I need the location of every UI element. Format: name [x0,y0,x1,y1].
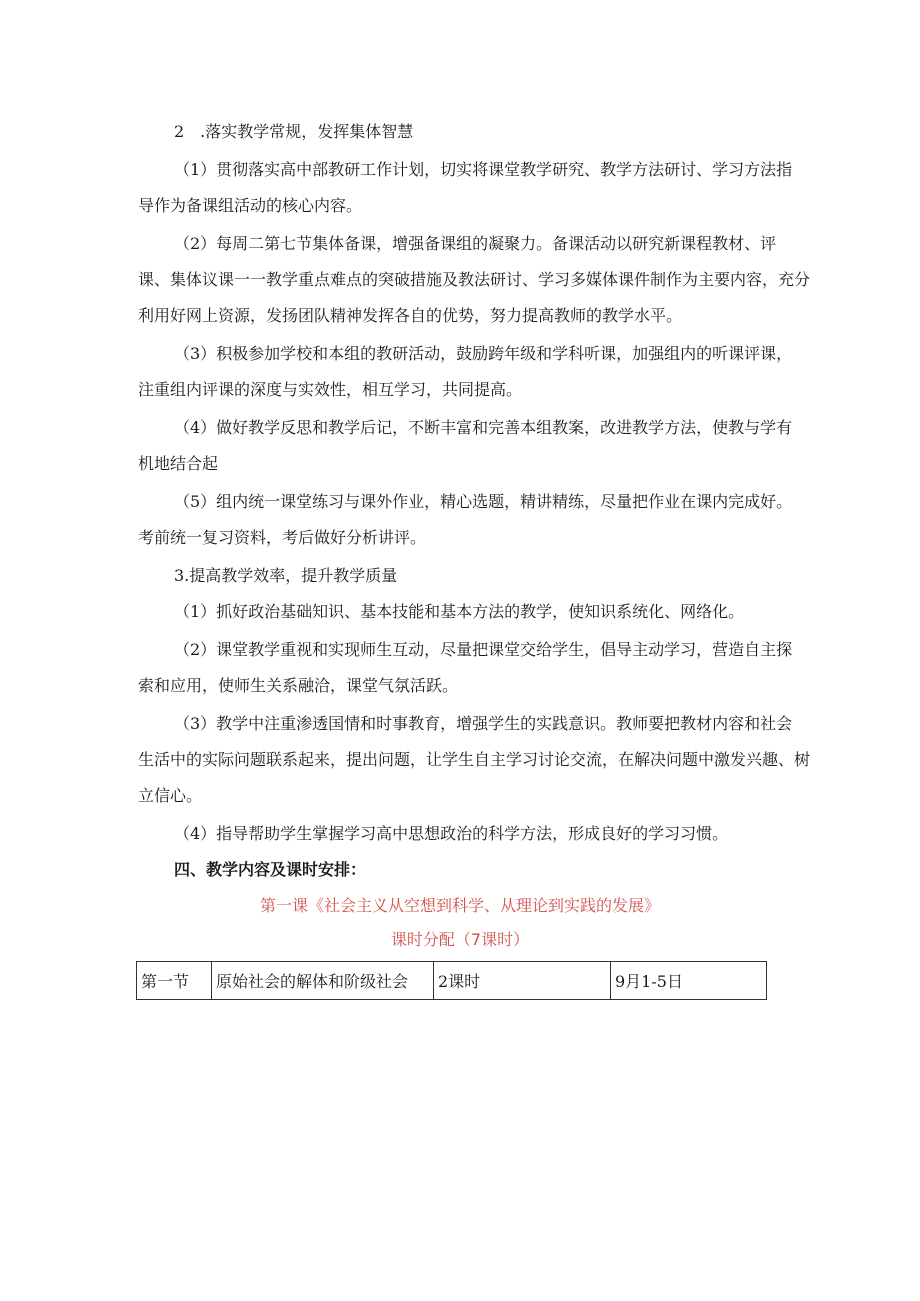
schedule-table [136,961,767,1000]
lesson-title: 第一课《社会主义从空想到科学、从理论到实践的发展》 [259,896,660,915]
s3-item-3-line-3: 立信心。 [138,786,203,805]
s3-item-3-line-2: 生活中的实际问题联系起来，提出问题，让学生自主学习讨论交流，在解决问题中激发兴趣、树 [138,750,811,769]
s2-item-5-line-2: 考前统一复习资料，考后做好分析讲评。 [138,528,427,547]
table-cell-topic: 原始社会的解体和阶级社会 [212,962,434,1000]
s3-item-2-line-1: （2）课堂教学重视和实现师生互动，尽量把课堂交给学生，倡导主动学习，营造自主探 [174,640,793,659]
s2-item-2-line-2: 课、集体议课一一教学重点难点的突破措施及教法研讨、学习多媒体课件制作为主要内容，充分 [138,270,811,289]
s2-item-5-line-1: （5）组内统一课堂练习与课外作业，精心选题，精讲精练，尽量把作业在课内完成好。 [174,492,793,511]
section-2-heading: 2 .落实教学常规，发挥集体智慧 [174,122,414,141]
table-row [137,962,767,1000]
s2-item-3-line-2: 注重组内评课的深度与实效性，相互学习，共同提高。 [138,380,523,399]
table-cell-dates: 9月1-5日 [611,962,767,1000]
s2-item-2-line-1: （2）每周二第七节集体备课，增强备课组的凝聚力。备课活动以研究新课程教材、评 [174,234,777,253]
s3-item-4-line-1: （4）指导帮助学生掌握学习高中思想政治的科学方法，形成良好的学习习惯。 [174,824,729,843]
s3-item-1-line-1: （1）抓好政治基础知识、基本技能和基本方法的教学，使知识系统化、网络化。 [174,602,745,621]
table-cell-section: 第一节 [137,962,212,1000]
s2-item-2-line-3: 利用好网上资源，发扬团队精神发挥各自的优势，努力提高教师的教学水平。 [138,306,683,325]
hours-allocation-title: 课时分配（7课时） [390,930,530,949]
s2-item-1-line-1: （1）贯彻落实高中部教研工作计划，切实将课堂教学研究、教学方法研讨、学习方法指 [174,160,793,179]
s3-item-2-line-2: 索和应用，使师生关系融洽，课堂气氛活跃。 [138,676,459,695]
table-cell-hours: 2课时 [434,962,611,1000]
s2-item-3-line-1: （3）积极参加学校和本组的教研活动，鼓励跨年级和学科听课，加强组内的听课评课， [174,344,793,363]
section-3-heading: 3.提高教学效率，提升教学质量 [174,566,398,585]
s3-item-3-line-1: （3）教学中注重渗透国情和时事教育，增强学生的实践意识。教师要把教材内容和社会 [174,714,793,733]
section-4-heading: 四、教学内容及课时安排： [174,860,367,879]
s2-item-4-line-2: 机地结合起 [138,454,219,473]
s2-item-1-line-2: 导作为备课组活动的核心内容。 [138,196,363,215]
s2-item-4-line-1: （4）做好教学反思和教学后记，不断丰富和完善本组教案，改进教学方法，使教与学有 [174,418,793,437]
